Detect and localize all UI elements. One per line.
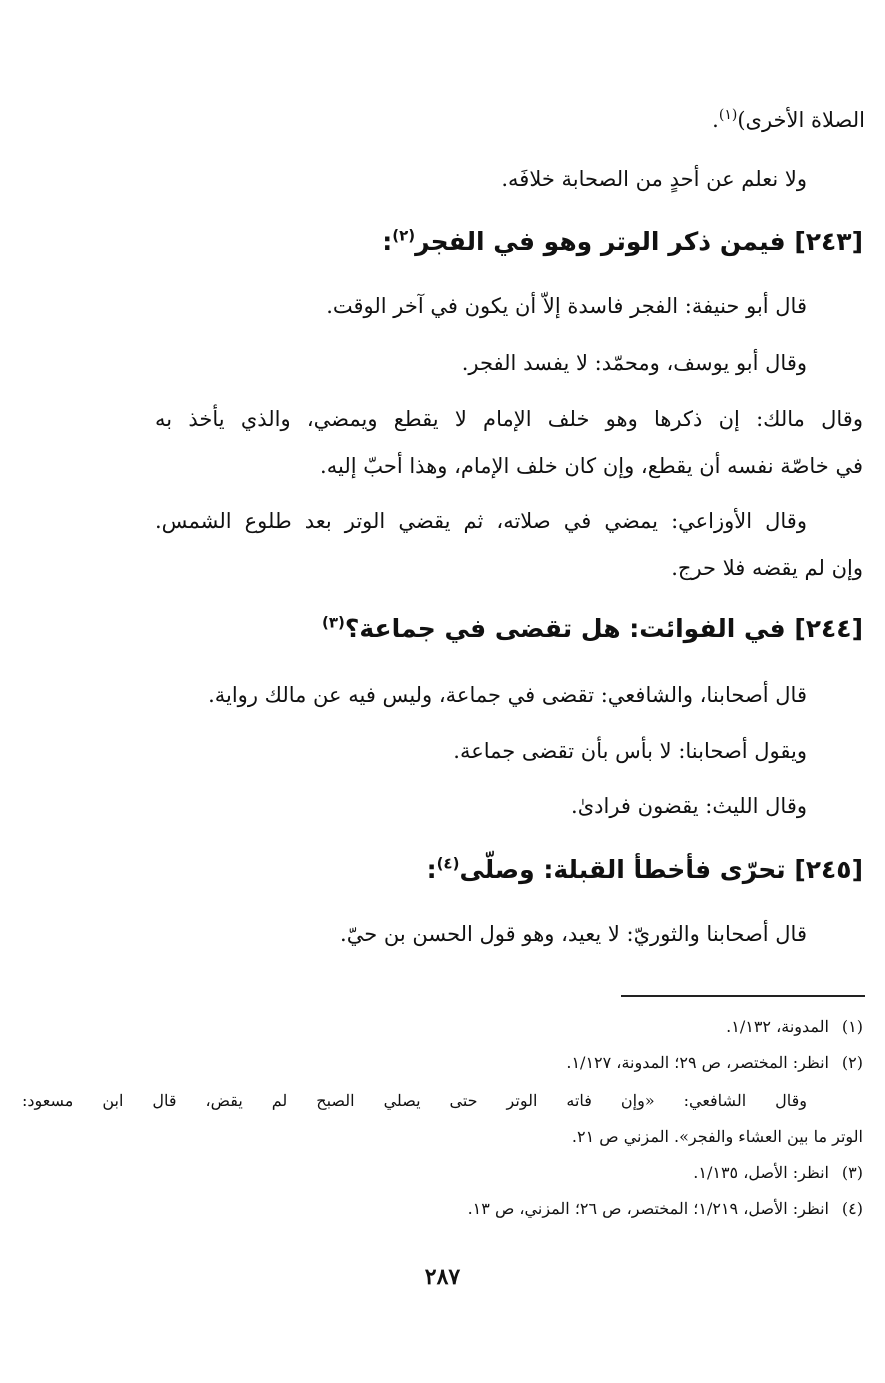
heading-end: : [426, 855, 437, 884]
paragraph-line: في خاصّة نفسه أن يقطع، وإن كان خلف الإمام، وهذا أحبّ إليه. [320, 454, 863, 478]
paragraph-line: وقال الليث: يقضون فرادىٰ. [571, 794, 807, 818]
section-heading-243 [382, 224, 863, 260]
footnote-text: انظر: الأصل، ١/٢١٩؛ المختصر، ص ٢٦؛ المزني، ص ١٣. [467, 1199, 829, 1218]
footnote-2-continuation [572, 1124, 863, 1150]
footnote-ref: (١) [718, 107, 738, 123]
paragraph-line [712, 104, 865, 136]
heading-text: [٢٤٥] تحرّى فأخطأ القبلة: وصلّى [459, 855, 863, 884]
line-text: الصلاة الأخرى) [737, 108, 865, 132]
line-end: . [712, 108, 719, 132]
footnote-text: انظر: الأصل، ١/١٣٥. [693, 1163, 829, 1182]
footnote-text: المدونة، ١/١٣٢. [726, 1017, 829, 1036]
paragraph-line: وقال الأوزاعي: يمضي في صلاته، ثم يقضي الوتر بعد طلوع الشمس. [155, 509, 807, 533]
footnote-text: انظر: المختصر، ص ٢٩؛ المدونة، ١/١٢٧. [566, 1053, 829, 1072]
paragraph-line: ولا نعلم عن أحدٍ من الصحابة خلافَه. [501, 167, 807, 191]
footnote-text: وقال الشافعي: «وإن فاته الوتر حتى يصلي الصبح لم يقض، قال ابن مسعود: [22, 1091, 807, 1110]
paragraph-line: وقال أبو يوسف، ومحمّد: لا يفسد الفجر. [461, 351, 807, 375]
footnote-number: (٤) [841, 1199, 863, 1218]
paragraph-line: قال أصحابنا، والشافعي: تقضى في جماعة، وليس فيه عن مالك رواية. [208, 683, 807, 707]
paragraph-line: وإن لم يقضه فلا حرج. [671, 556, 863, 580]
section-heading-245 [427, 852, 863, 888]
paragraph-line: قال أبو حنيفة: الفجر فاسدة إلاّ أن يكون في آخر الوقت. [326, 294, 807, 318]
paragraph-line: قال أصحابنا والثوريّ: لا يعيد، وهو قول الحسن بن حيّ. [340, 922, 807, 946]
section-heading-244 [322, 611, 863, 647]
heading-text: [٢٤٤] في الفوائت: هل تقضى في جماعة؟ [344, 614, 863, 643]
footnote-ref: (٢) [392, 226, 416, 245]
footnote-separator [621, 995, 865, 997]
footnote-4 [468, 1196, 863, 1222]
paragraph-line: ويقول أصحابنا: لا بأس بأن تقضى جماعة. [453, 739, 807, 763]
footnote-2 [566, 1050, 863, 1076]
paragraph-line: وقال مالك: إن ذكرها وهو خلف الإمام لا يقطع ويمضي، والذي يأخذ به [155, 407, 863, 431]
footnote-number: (٢) [841, 1053, 863, 1072]
heading-end: : [382, 227, 393, 256]
footnote-number: (١) [841, 1017, 863, 1036]
page-number: ٢٨٧ [424, 1264, 461, 1290]
footnote-1 [726, 1014, 863, 1040]
heading-text: [٢٤٣] فيمن ذكر الوتر وهو في الفجر [415, 227, 863, 256]
footnote-2-continuation [22, 1088, 807, 1114]
footnote-ref: (٤) [436, 854, 460, 873]
footnote-ref: (٣) [322, 613, 345, 632]
footnote-number: (٣) [841, 1163, 863, 1182]
footnote-text: الوتر ما بين العشاء والفجر». المزني ص ٢١. [571, 1127, 863, 1146]
footnote-3 [693, 1160, 863, 1186]
